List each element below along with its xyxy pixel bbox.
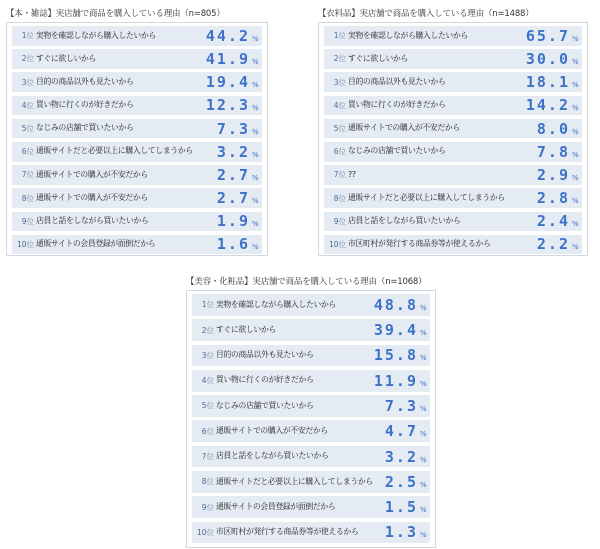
ranking-row — [192, 345, 430, 367]
rank-label — [12, 123, 36, 134]
rank-number: 7 — [201, 452, 207, 462]
reason-label: 通販サイトだと必要以上に購入してしまうから — [36, 146, 193, 156]
percentage-value: 7.3 — [216, 119, 250, 138]
percentage-value: 39.4 — [373, 321, 418, 340]
ranking-row — [192, 294, 430, 316]
ranking-row — [324, 212, 582, 232]
rank-label — [12, 77, 36, 88]
rank-suffix: 位 — [338, 31, 346, 41]
rank-suffix: 位 — [338, 216, 346, 226]
rank-number: 8 — [333, 193, 339, 203]
rank-number: 10 — [16, 239, 27, 249]
percentage-value: 2.8 — [536, 189, 570, 208]
rank-number: 5 — [201, 401, 207, 411]
percent-unit: % — [252, 81, 259, 90]
percentage-value: 44.2 — [205, 26, 250, 45]
rank-number: 4 — [21, 100, 27, 110]
rank-number: 7 — [333, 170, 339, 180]
rank-number: 9 — [21, 216, 27, 226]
percent-unit: % — [420, 480, 427, 489]
rank-label — [324, 239, 348, 250]
rank-number: 2 — [201, 325, 207, 335]
percent-unit: % — [572, 81, 579, 90]
ranking-panel-beauty — [186, 274, 436, 548]
rank-label — [192, 350, 216, 361]
percentage-value: 2.7 — [216, 165, 250, 184]
ranking-row — [324, 142, 582, 162]
ranking-row — [192, 496, 430, 518]
rank-number: 9 — [201, 502, 207, 512]
rank-label — [192, 400, 216, 411]
ranking-row — [192, 446, 430, 468]
percent-unit: % — [420, 379, 427, 388]
ranking-row — [324, 235, 582, 255]
percentage-value: 1.3 — [384, 523, 418, 542]
percent-unit: % — [572, 197, 579, 206]
reason-label: 通販サイトでの購入が不安だから — [216, 425, 328, 435]
percentage-value: 1.5 — [384, 498, 418, 517]
reason-label: なじみの店舗で買いたいから — [216, 400, 314, 410]
ranking-row — [12, 119, 262, 139]
rank-label — [192, 325, 216, 336]
reason-label: 買い物に行くのが好きだから — [36, 100, 134, 110]
reason-label: 市区町村が発行する商品券等が使えるから — [348, 239, 491, 249]
ranking-panel-clothing — [318, 6, 588, 256]
rank-suffix: 位 — [206, 350, 214, 360]
ranking-row — [324, 165, 582, 185]
percent-unit: % — [420, 354, 427, 363]
reason-label: すぐに欲しいから — [216, 324, 276, 334]
ranking-row — [192, 395, 430, 417]
rank-suffix: 位 — [338, 239, 346, 249]
ranking-row — [324, 96, 582, 116]
rank-number: 5 — [21, 124, 27, 134]
ranking-row — [192, 471, 430, 493]
percent-unit: % — [252, 197, 259, 206]
percentage-value: 1.9 — [216, 212, 250, 231]
rank-label — [12, 100, 36, 111]
rank-number: 5 — [333, 124, 339, 134]
reason-label: 実物を確認しながら購入したいから — [348, 30, 468, 40]
percentage-value: 4.7 — [384, 422, 418, 441]
percent-unit: % — [572, 104, 579, 113]
rank-label — [192, 502, 216, 513]
percent-unit: % — [420, 506, 427, 515]
ranking-row — [192, 319, 430, 341]
rank-suffix: 位 — [338, 77, 346, 87]
rank-number: 6 — [21, 147, 27, 157]
rank-number: 10 — [196, 527, 207, 537]
rank-suffix: 位 — [26, 239, 34, 249]
reason-label: 市区町村が発行する商品券等が使えるから — [216, 527, 359, 537]
rank-number: 4 — [201, 376, 207, 386]
reason-label: 通販サイトだと必要以上に購入してしまうから — [348, 192, 505, 202]
percentage-value: 1.6 — [216, 235, 250, 254]
rank-label — [12, 169, 36, 180]
rank-suffix: 位 — [26, 31, 34, 41]
rank-number: 1 — [333, 31, 339, 41]
rank-number: 9 — [333, 216, 339, 226]
rank-label — [192, 527, 216, 538]
rank-suffix: 位 — [338, 100, 346, 110]
percent-unit: % — [252, 104, 259, 113]
ranking-row — [192, 420, 430, 442]
ranking-row — [12, 49, 262, 69]
rank-label — [324, 146, 348, 157]
rank-label — [324, 100, 348, 111]
percent-unit: % — [572, 243, 579, 252]
percent-unit: % — [572, 57, 579, 66]
ranking-row — [192, 522, 430, 544]
percent-unit: % — [572, 150, 579, 159]
rank-label — [12, 53, 36, 64]
percentage-value: 15.8 — [373, 346, 418, 365]
rank-suffix: 位 — [26, 147, 34, 157]
ranking-row — [12, 235, 262, 255]
ranking-table — [318, 22, 588, 256]
percent-unit: % — [420, 531, 427, 540]
percent-unit: % — [572, 220, 579, 229]
percent-unit: % — [420, 455, 427, 464]
percentage-value: 11.9 — [373, 371, 418, 390]
percent-unit: % — [252, 150, 259, 159]
percent-unit: % — [252, 57, 259, 66]
rank-suffix: 位 — [206, 426, 214, 436]
reason-label: ?? — [348, 169, 356, 179]
rank-number: 1 — [21, 31, 27, 41]
rank-suffix: 位 — [338, 124, 346, 134]
rank-label — [192, 299, 216, 310]
ranking-row — [12, 188, 262, 208]
ranking-row — [324, 72, 582, 92]
percentage-value: 30.0 — [525, 49, 570, 68]
rank-label — [324, 123, 348, 134]
rank-suffix: 位 — [26, 54, 34, 64]
reason-label: 通販サイトだと必要以上に購入してしまうから — [216, 476, 373, 486]
ranking-row — [192, 370, 430, 392]
reason-label: 実物を確認しながら購入したいから — [216, 299, 336, 309]
percentage-value: 2.9 — [536, 165, 570, 184]
ranking-row — [324, 119, 582, 139]
reason-label: すぐに欲しいから — [348, 53, 408, 63]
reason-label: なじみの店舗で買いたいから — [348, 146, 446, 156]
reason-label: 店員と話をしながら買いたいから — [216, 451, 329, 461]
percentage-value: 8.0 — [536, 119, 570, 138]
percentage-value: 14.2 — [525, 96, 570, 115]
rank-label — [324, 53, 348, 64]
percent-unit: % — [252, 127, 259, 136]
reason-label: 実物を確認しながら購入したいから — [36, 30, 156, 40]
percentage-value: 65.7 — [525, 26, 570, 45]
rank-suffix: 位 — [26, 100, 34, 110]
ranking-row — [324, 188, 582, 208]
rank-number: 1 — [201, 300, 207, 310]
percent-unit: % — [252, 243, 259, 252]
ranking-table — [6, 22, 268, 256]
rank-suffix: 位 — [26, 170, 34, 180]
rank-suffix: 位 — [206, 477, 214, 487]
reason-label: 買い物に行くのが好きだから — [216, 375, 314, 385]
rank-label — [192, 426, 216, 437]
rank-number: 7 — [21, 170, 27, 180]
rank-suffix: 位 — [26, 193, 34, 203]
reason-label: 目的の商品以外も見たいから — [36, 76, 134, 86]
rank-label — [324, 169, 348, 180]
rank-suffix: 位 — [206, 325, 214, 335]
ranking-row — [12, 212, 262, 232]
ranking-row — [12, 72, 262, 92]
reason-label: 目的の商品以外も見たいから — [216, 350, 314, 360]
rank-label — [324, 77, 348, 88]
percentage-value: 19.4 — [205, 73, 250, 92]
rank-number: 3 — [333, 77, 339, 87]
rank-number: 6 — [333, 147, 339, 157]
ranking-row — [324, 49, 582, 69]
rank-suffix: 位 — [338, 54, 346, 64]
percent-unit: % — [252, 220, 259, 229]
rank-label — [12, 239, 36, 250]
ranking-row — [12, 142, 262, 162]
percent-unit: % — [572, 34, 579, 43]
rank-label — [12, 146, 36, 157]
percentage-value: 3.2 — [216, 142, 250, 161]
reason-label: 通販サイトの会員登録が面倒だから — [216, 501, 336, 511]
reason-label: なじみの店舗で買いたいから — [36, 123, 134, 133]
panel-title: 【美容・化粧品】実店舗で商品を購入している理由（n=1068） — [186, 277, 427, 287]
percent-unit: % — [420, 329, 427, 338]
rank-suffix: 位 — [26, 124, 34, 134]
percent-unit: % — [572, 173, 579, 182]
percent-unit: % — [252, 173, 259, 182]
rank-number: 2 — [21, 54, 27, 64]
percentage-value: 18.1 — [525, 73, 570, 92]
percent-unit: % — [420, 404, 427, 413]
percentage-value: 2.5 — [384, 472, 418, 491]
percent-unit: % — [420, 430, 427, 439]
reason-label: 通販サイトでの購入が不安だから — [36, 169, 148, 179]
reason-label: 店員と話をしながら買いたいから — [348, 216, 461, 225]
rank-label — [324, 216, 348, 227]
reason-label: 通販サイトでの購入が不安だから — [36, 192, 148, 202]
ranking-row — [324, 26, 582, 46]
rank-number: 8 — [21, 193, 27, 203]
reason-label: 通販サイトの会員登録が面倒だから — [36, 239, 156, 249]
percentage-value: 2.2 — [536, 235, 570, 254]
percentage-value: 48.8 — [373, 295, 418, 314]
ranking-table — [186, 290, 436, 548]
rank-suffix: 位 — [206, 502, 214, 512]
rank-suffix: 位 — [206, 376, 214, 386]
percent-unit: % — [252, 34, 259, 43]
reason-label: 通販サイトでの購入が不安だから — [348, 123, 460, 133]
rank-suffix: 位 — [338, 193, 346, 203]
rank-suffix: 位 — [206, 452, 214, 462]
rank-label — [12, 216, 36, 227]
percent-unit: % — [420, 303, 427, 312]
panel-title: 【本・雑誌】実店舗で商品を購入している理由（n=805） — [6, 9, 225, 19]
rank-label — [12, 193, 36, 204]
rank-number: 8 — [201, 477, 207, 487]
rank-number: 4 — [333, 100, 339, 110]
percentage-value: 2.7 — [216, 189, 250, 208]
rank-number: 3 — [201, 350, 207, 360]
reason-label: すぐに欲しいから — [36, 53, 96, 63]
ranking-panel-books — [6, 6, 268, 256]
rank-label — [192, 476, 216, 487]
rank-suffix: 位 — [338, 147, 346, 157]
percentage-value: 41.9 — [205, 49, 250, 68]
reason-label: 買い物に行くのが好きだから — [348, 100, 446, 110]
rank-suffix: 位 — [206, 401, 214, 411]
percent-unit: % — [572, 127, 579, 136]
rank-number: 10 — [328, 239, 339, 249]
reason-label: 目的の商品以外も見たいから — [348, 76, 446, 86]
ranking-row — [12, 96, 262, 116]
rank-number: 6 — [201, 426, 207, 436]
percentage-value: 2.4 — [536, 212, 570, 231]
rank-label — [12, 30, 36, 41]
rank-suffix: 位 — [26, 216, 34, 226]
percentage-value: 7.8 — [536, 142, 570, 161]
percentage-value: 3.2 — [384, 447, 418, 466]
rank-number: 2 — [333, 54, 339, 64]
percentage-value: 7.3 — [384, 396, 418, 415]
rank-label — [324, 193, 348, 204]
rank-label — [324, 30, 348, 41]
ranking-row — [12, 26, 262, 46]
reason-label: 店員と話をしながら買いたいから — [36, 216, 149, 225]
rank-suffix: 位 — [338, 170, 346, 180]
percentage-value: 12.3 — [205, 96, 250, 115]
panel-title: 【衣料品】実店舗で商品を購入している理由（n=1488） — [318, 9, 534, 19]
rank-suffix: 位 — [206, 527, 214, 537]
rank-label — [192, 375, 216, 386]
rank-suffix: 位 — [26, 77, 34, 87]
rank-number: 3 — [21, 77, 27, 87]
rank-suffix: 位 — [206, 300, 214, 310]
rank-label — [192, 451, 216, 462]
ranking-row — [12, 165, 262, 185]
